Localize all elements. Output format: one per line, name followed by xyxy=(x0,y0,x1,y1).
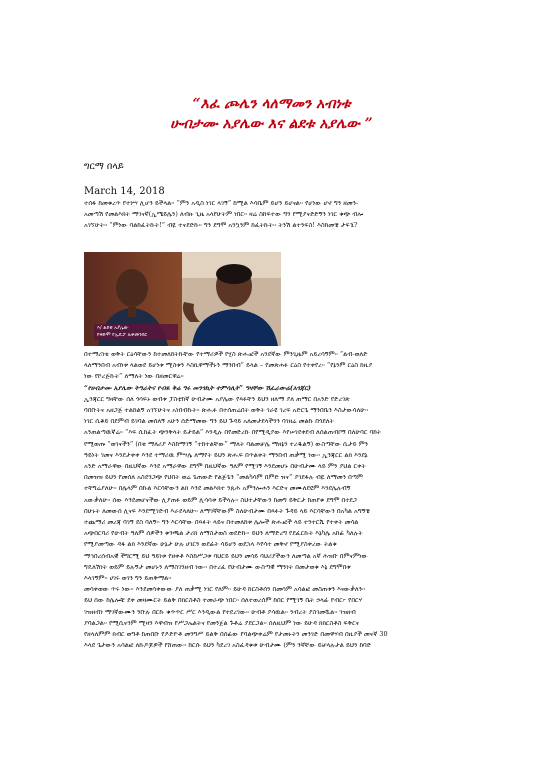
text-line: ግዴለሽነት ወይም ይሉኝታ መሆኑን ለማስገንዘብ ነው፡፡ በተረፈ የሁብታሙ ውስጣዊ ማንነት በመታወቁ እኔ ደግሞበቱ xyxy=(84,562,351,571)
article-title xyxy=(60,94,483,134)
text-line: ኢንጃርር ግዛቸው ሰለ ጎሳፍኑ ወብቱ ፓስቲከኛ ሁብታሙ አያሌው የጻፉቸን ይህን ዘለማ ያለ ጠማር በአንድ የድረገጽ xyxy=(84,394,350,403)
title-line-2: ሁብታሙ አያሌው እና ልደቱ አያሌው ” xyxy=(170,116,373,132)
text-line: ነገር ሲቆይ በደምብ ይገባል መሰለኝ አሁን ሰድማመው ግን ይህ ጉዳይ አለመታደላችንን ባገዘሬ መልኩ በጎደለት xyxy=(84,417,334,426)
text-line: ይህ ሰው ከሌሎቹ ደቀ መዛሙርት ይልቅ በክርስቶስ ተመራጭ ነበር፡፡ ሰለተወረሰም ከበር የሚገኝ ቤት ኃላፊ የብር፦ የበርሃ xyxy=(84,596,363,605)
caption-line: እ/ ልደቱ አያሌው xyxy=(97,325,129,331)
text-line: “የሀብታሙ አያሌው ትግራትና የብዬ ቅሬ ግሩ መንጎኪት ተምሳሊት” ግዛቸው ሽፈራውሬ(አጎጃር) xyxy=(84,383,311,392)
caption-line: የቀድሞ የኢዴፓ ሊቀመንበር xyxy=(97,332,148,338)
text-line: ላለማንበብ አብነቱ ላልወደ ይሆነቱ ሚስቱን እስኪዋማችኑን ማንበብ” ይላል – የመጽሐፉ ርዕስ የተቀየረ፡፡ “የኔንም ርዕስ ከዚያ xyxy=(84,361,373,370)
body-paragraphs xyxy=(84,349,460,651)
text-line: የሚያመጣው ዳፋ ልክ እንደኛው ሁኔታ ሁሉ ሀገርን ወደፊት ሳይሆን ወደኋላ እየሳተ መቅኖ የሚያስቀረው ትልቁ xyxy=(84,540,337,549)
text-line: እላገኝም፡፡ ሀገሩ ወገን ግን ይጠቅማል፡፡ xyxy=(84,574,172,583)
text-line: በሁኑት ለመውሰ ሊናፍ እንደሚገድብ እራደላለሁ፡፡ ለማገኛቸውም ስለሁብታሙ በጻፉት ጉዳይ ላይ እርሳቸውን በአካል አግኝቼ xyxy=(84,506,370,515)
text-line: ገዝዘብነ ማገኛውሙን ንቡሉ በርኩ ቁጥጥር ሥር እንዲውል የተደረገው፡፡ ሁብቶ ያሳዉል፡፡ ንብረት ያስገመሿል፡፡ ገዝዘብ xyxy=(84,607,356,616)
article-photo xyxy=(84,252,281,346)
text-line: ነው የኮረጅኩት” ለማለት ነው በዘመርዋሬ፡፡ xyxy=(84,372,184,381)
text-line: አገኘሁት፡፡ “ምነው ባልከፈትኩት!” ብዬ ተናደድኩ፡፡ ግን ደግሞ አንኳንም ከፈትኩት፡፡ ትንሽ ልተንፍስ! እስከመቼ ታፍኜ? xyxy=(84,221,358,230)
publish-date: March 14, 2018 xyxy=(84,186,165,197)
text-line: አንጠልጣዉኛሬ፡፡ “እፍ ሲከፈት ጭንቅላት ይታይል” እንዲሉ በየመድረኩ በየሚዲያው እየሠገደቀደብ ለሰልጠብቦኝ በለሁባር ባከት xyxy=(84,428,382,437)
photo-caption xyxy=(94,324,178,340)
text-line: አውቃለሁ፡፡ ሰው እንደመሆናችው ሊያጠፉ ወይም ሊሳሳቱ ይችላሉ፡፡ ስህተታቸውን ከመግ ይቅርታ ከጠየቁ ደግሞ በተደጋ xyxy=(84,495,357,504)
title-line-1: “እፈ ጮሌን ላለማመን አብነቱ xyxy=(192,96,351,112)
text-line: አጭበርባሪ የሁብት ዓለም ሰዎችን ቁንጫል ታሪክ ለማስታወስ ወደድኩ፡፡ ይህን ለማድረግ የደፈርኩት እኔካሌ አከፊ ካለሉት xyxy=(84,529,363,538)
text-line: ተሰፋ ከመቁረጥ የተነሣ ሊሆን ይችላል፡፡ “ምን አዲስ ነገር ላገኝ” ከሚል እሳቤም ይሆን ይሆናል፡፡ የሆነው ሆኖ ግን ዘመን- xyxy=(84,199,359,207)
text-line: እላደ ጌታውን አሳልፎ ለኩዶጆዎች የሸጠው፡፡ ከርሱ ይህን ካደረገ አስፈዳቁቱ ሁብታሙ (ምን ንኛቸው ይቻላሉታል ይህን ከባድ xyxy=(84,641,372,650)
text-line: በተማሪነቴ ወቅት ርዕሳቸውን ከተመለከትኩቸው የተማሪዎች የሂስ ጽሑፎች አንደኛው ምንጊዜም አይረሳኝም፡፡ “ልብ-ወለድ xyxy=(84,350,368,358)
text-line: አመጣሽ የመልእክት ማገናኛ(ኢሜይሌን) ለብዙ ጊዜ አላየሁትም ነበር፡፡ ዛሬ ስከፍተው ግን የሚያናድድኝን ነገር ቁጭ ብሎ xyxy=(84,210,364,219)
text-line: ተጨማሪ መረጃ ባገኝ ደስ ባለኝ፡፡ ግን እርሳቸው በጻፉት ላይና በተመለከቱ ሌሎች ጽሑፎች ላይ ተንተርሼ የተቀት መሳል xyxy=(84,518,359,527)
author-name: ግርማ በላይ xyxy=(84,161,124,172)
text-line: ያባልጋል፡፡ የሚሲናንም ሚዛን እዋብዝ የሥጋኤልትና የመንጀል ጉቶሬ ያደርጋል፡፡ ሰለዚህም ነው ይሁዳ ክክርስቶስ ፍቅርና xyxy=(84,618,360,627)
text-line: በመዝዝ ይህን የመሰለ አስደንጋጭ የህበት ወሬ ጌጠውድ የልጅጌን “መልካሳም በምድ ዝና” ያገደፋሉ ብዬ ለማመን በጣም xyxy=(84,473,363,482)
text-line: የሚወጡ “ወገናችን” (በቂ ማለሪያ እስከማገኝ “ተከተልቸው” ማለት ባልመቻሌ ማዘኔን ተረዱልኝ) ውስጣቸው ሲታይ ምን xyxy=(84,439,369,448)
text-line: የዘላለምም ክብር ወግቶ ከጠበቡ የዶድዮቶ መንግሥ ይልቅ በሰፊው የባልጭቀሬም የታመኑትን መንገድ በመዋሃብ በዚያች መናኛ 30 xyxy=(84,630,388,639)
text-line: ባበቡትና አዘጋጅ ተልከልኝ አገኘሁትና አነበብኩት፡፡ ጽሑፉ በተሰጠሬበት ወቅት ገራዩ ገረፍ አድርጌ ማንበቤን እስታውሳለሁ፡፡ xyxy=(84,406,369,415)
text-line: አንድ አማራዋው በዚህኛው እንደ አማራዋው ደግሞ በዚህኛው ዓለም የሚገኝ እንደመሆኑ በሁብታሙ ላይ ምን ያህል ርቀት xyxy=(84,462,366,471)
text-line: ተቸግሬያለሁ፡፡ በሌላም በኩል እርሳቸውን ልክ እንደ መልእክተ ንጹሕ አምንሎሐን እርድና መሙለደዩም እንደሌሉብኝ xyxy=(84,484,351,493)
intro-paragraph xyxy=(84,198,460,232)
text-line: መሳቀወው ጥሩ ነው፡፡ እንደመሳቀውው ያለ ጠቃሚ ነገር የለም፡፡ ይሁዳ ከርስቶሰን በመሳም አሳልፎ መስጠቱን እናውቃለን፡፡ xyxy=(84,585,366,594)
text-line: ዓይነት ገመና እንደታቀቀ እንደ ተማሪዉ ምሣሌ ለማየት ይህን ጽሑፍ በጥልቀት ማንበብ ጠቃሚ ነው፡፡ ኢንጃርር ልክ እንደኔ xyxy=(84,450,368,459)
text-line: ማኅበረሰብአዊ ችግርሚ ይህ ዓይነቱ የዘቀቶ እስከሥጋቱ ባህርይ ይህን መሳይ ባህሪያችውን ለመጣል አኛ ሕዝቡ በምናምነው xyxy=(84,551,368,560)
